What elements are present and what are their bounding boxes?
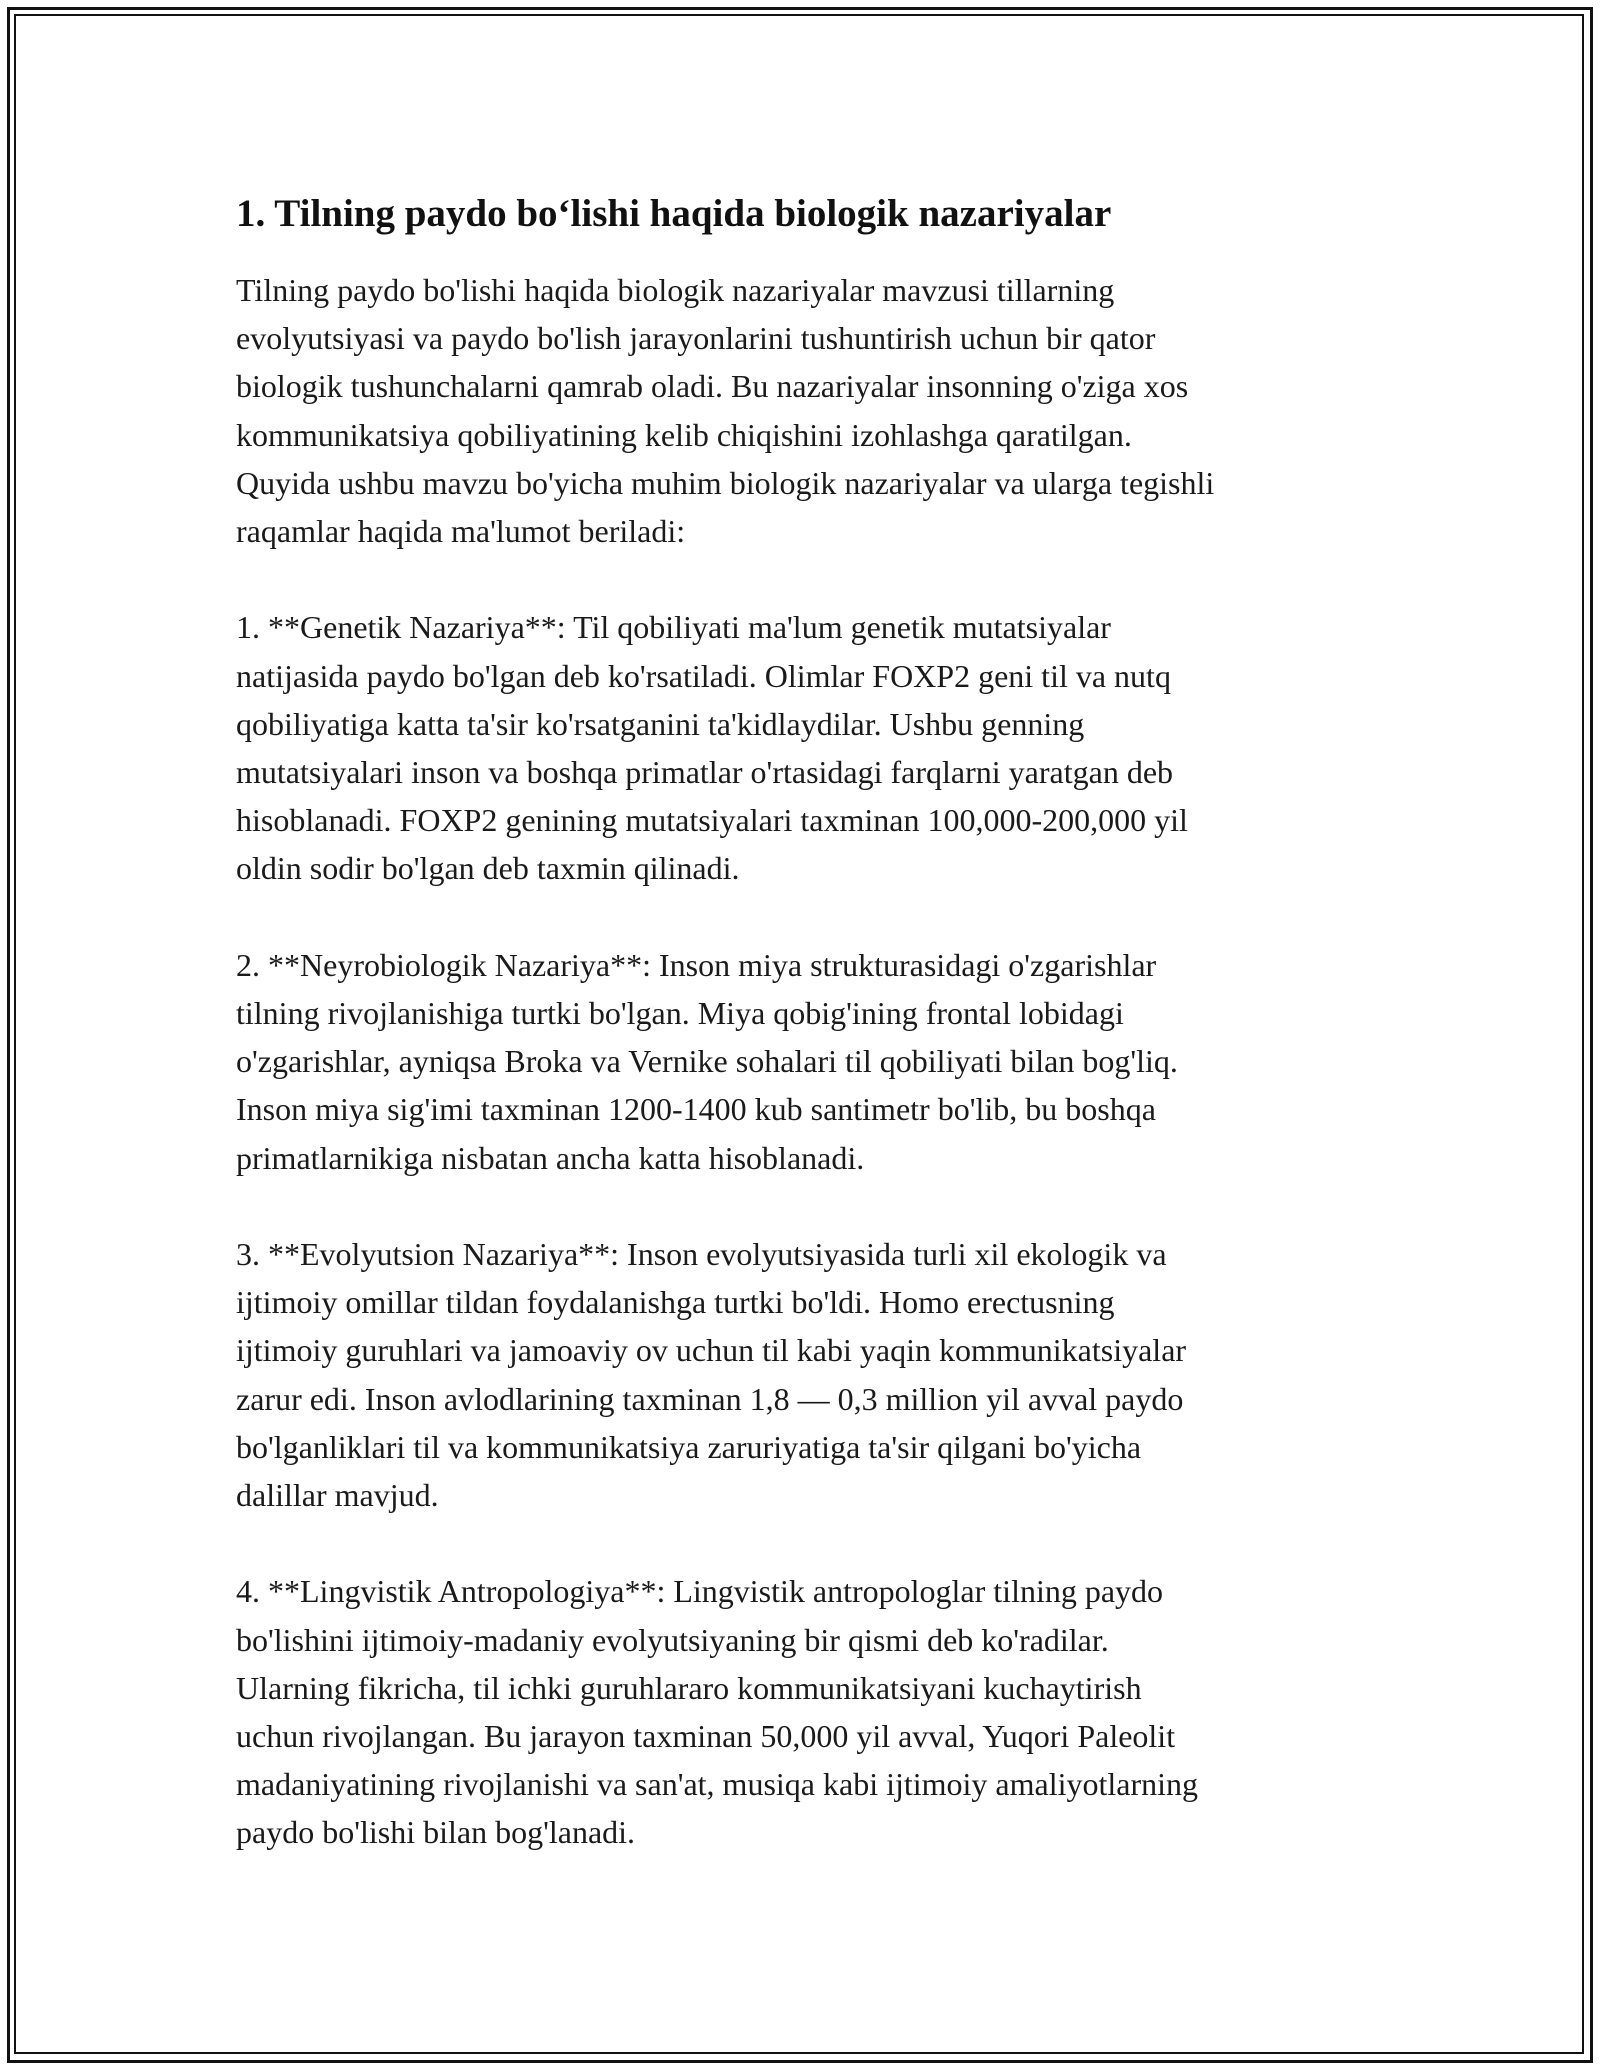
neurobiological-theory-paragraph <box>236 941 1376 1182</box>
paragraph-line: Inson miya sig'imi taxminan 1200-1400 kub santimetr bo'lib, bu boshqa <box>236 1091 1156 1128</box>
paragraph-line: 1. **Genetik Nazariya**: Til qobiliyati ma'lum genetik mutatsiyalar <box>236 609 1111 646</box>
paragraph-line: uchun rivojlangan. Bu jarayon taxminan 50,000 yil avval, Yuqori Paleolit <box>236 1718 1176 1755</box>
paragraph-line: hisoblanadi. FOXP2 genining mutatsiyalari taxminan 100,000-200,000 yil <box>236 802 1188 839</box>
paragraph-line: madaniyatining rivojlanishi va san'at, musiqa kabi ijtimoiy amaliyotlarning <box>236 1766 1199 1803</box>
paragraph-line: 4. **Lingvistik Antropologiya**: Lingvistik antropologlar tilning paydo <box>236 1573 1164 1610</box>
intro-paragraph <box>236 266 1376 555</box>
paragraph-line: tilning rivojlanishiga turtki bo'lgan. Miya qobig'ining frontal lobidagi <box>236 995 1124 1032</box>
paragraph-line: natijasida paydo bo'lgan deb ko'rsatiladi. Olimlar FOXP2 geni til va nutq <box>236 657 1171 694</box>
paragraph-line: mutatsiyalari inson va boshqa primatlar o'rtasidagi farqlarni yaratgan deb <box>236 754 1174 791</box>
genetic-theory-paragraph <box>236 603 1376 892</box>
document-body <box>236 184 1376 1857</box>
paragraph-line: o'zgarishlar, ayniqsa Broka va Vernike sohalari til qobiliyati bilan bog'liq. <box>236 1043 1178 1080</box>
paragraph-spacer <box>236 893 1376 941</box>
paragraph-line: biologik tushunchalarni qamrab oladi. Bu nazariyalar insonning o'ziga xos <box>236 368 1189 405</box>
paragraph-line: 2. **Neyrobiologik Nazariya**: Inson miya strukturasidagi o'zgarishlar <box>236 946 1157 983</box>
paragraph-line: zarur edi. Inson avlodlarining taxminan 1,8 — 0,3 million yil avval paydo <box>236 1380 1184 1417</box>
paragraph-line: 3. **Evolyutsion Nazariya**: Inson evolyutsiyasida turli xil ekologik va <box>236 1236 1167 1273</box>
paragraph-spacer <box>236 1519 1376 1567</box>
paragraph-line: bo'lganliklari til va kommunikatsiya zaruriyatiga ta'sir qilgani bo'yicha <box>236 1428 1142 1465</box>
paragraph-line: Quyida ushbu mavzu bo'yicha muhim biologik nazariyalar va ularga tegishli <box>236 464 1215 501</box>
linguistic-anthropology-paragraph <box>236 1567 1376 1856</box>
paragraph-line: Tilning paydo bo'lishi haqida biologik nazariyalar mavzusi tillarning <box>236 272 1115 308</box>
paragraph-line: oldin sodir bo'lgan deb taxmin qilinadi. <box>236 850 740 887</box>
paragraph-spacer <box>236 1182 1376 1230</box>
paragraph-line: qobiliyatiga katta ta'sir ko'rsatganini ta'kidlaydilar. Ushbu genning <box>236 705 1085 742</box>
evolutionary-theory-paragraph <box>236 1230 1376 1519</box>
paragraph-line: raqamlar haqida ma'lumot beriladi: <box>236 513 686 550</box>
paragraph-line: bo'lishini ijtimoiy-madaniy evolyutsiyaning bir qismi deb ko'radilar. <box>236 1621 1109 1658</box>
paragraph-line: Ularning fikricha, til ichki guruhlararo kommunikatsiyani kuchaytirish <box>236 1669 1142 1706</box>
paragraph-line: ijtimoiy guruhlari va jamoaviy ov uchun til kabi yaqin kommunikatsiyalar <box>236 1332 1187 1369</box>
paragraph-line: kommunikatsiya qobiliyatining kelib chiqishini izohlashga qaratilgan. <box>236 416 1132 453</box>
section-title: 1. Tilning paydo bo‘lishi haqida biologik nazariyalar <box>236 192 1112 235</box>
paragraph-spacer <box>236 555 1376 603</box>
paragraph-line: dalillar mavjud. <box>236 1477 439 1514</box>
paragraph-line: evolyutsiyasi va paydo bo'lish jarayonlarini tushuntirish uchun bir qator <box>236 320 1156 357</box>
paragraph-line: ijtimoiy omillar tildan foydalanishga turtki bo'ldi. Homo erectusning <box>236 1284 1115 1321</box>
paragraph-line: primatlarnikiga nisbatan ancha katta hisoblanadi. <box>236 1139 865 1176</box>
paragraph-line: paydo bo'lishi bilan bog'lanadi. <box>236 1814 636 1851</box>
